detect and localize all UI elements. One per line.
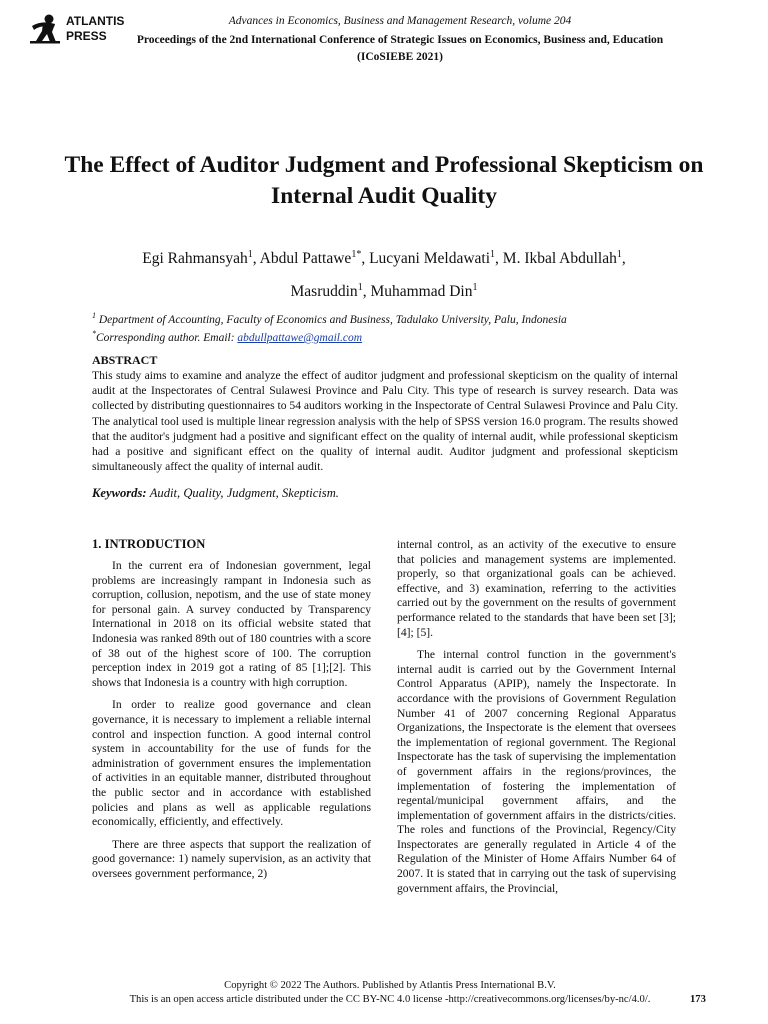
keywords-text: Audit, Quality, Judgment, Skepticism. bbox=[149, 486, 339, 501]
corresponding-label: Corresponding author. Email: bbox=[96, 331, 238, 344]
body-paragraph: In order to realize good governance and clean governance, it is necessary to implement a reliable internal control and inspection function. A good internal control system in accountability for the use of funds for the administration of government ensures the implementation of activities in an equitable manner, distributed throughout the public sector and in accordance with established policies and plans as well as applicable regulations economically, efficiently, and effectively. bbox=[92, 698, 371, 829]
logo-text-press: PRESS bbox=[66, 29, 107, 43]
author-name: M. Ikbal Abdullah bbox=[502, 250, 617, 268]
abstract-heading: ABSTRACT bbox=[92, 353, 158, 367]
proceedings-title: Proceedings of the 2nd International Conference of Strategic Issues on Economics, Business and, Education (ICoSIEBE 2021) bbox=[136, 34, 664, 63]
keywords bbox=[92, 485, 678, 501]
body-paragraph: In the current era of Indonesian government, legal problems are increasingly rampant in Indonesia such as corruption, collusion, nepotism, and the use of state money for personal gain. A survey conducted by Transparency International in 2018 on its official website stated that Indonesia was ranked 89th out of 180 countries with a score of 38 out of the highest score of 100. The corruption perception index in 2019 got a rating of 85 [1];[2]. This shows that Indonesia is a country with high corruption. bbox=[92, 559, 371, 689]
author-affiliation-mark: 1 bbox=[616, 249, 622, 260]
body-column-right bbox=[397, 538, 676, 904]
author-affiliation-mark: 1 bbox=[247, 249, 253, 260]
running-header bbox=[120, 14, 680, 66]
author-name: Lucyani Meldawati bbox=[369, 250, 491, 268]
body-paragraph: internal control, as an activity of the executive to ensure that policies and management systems are implemented. properly, so that organizational goals can be achieved. effective, and 3) examination, referring to the activities carried out by the government on the results of government performance related to the standards that have been set [3]; [4]; [5]. bbox=[397, 538, 676, 639]
author-affiliation-mark: 1 bbox=[357, 282, 363, 294]
series-title: Advances in Economics, Business and Management Research, volume 204 bbox=[228, 15, 572, 27]
author-list: Egi Rahmansyah$^1$, Abdul Pattawe$^{1*}$, Lucyani Meldawati$^1$, M. Ikbal Abdullah$^1$, Masruddin$^1$, Muhammad Din$^1$ bbox=[142, 249, 626, 301]
author-affiliation-mark: 1* bbox=[351, 249, 362, 260]
logo-text-atlantis: ATLANTIS bbox=[66, 14, 125, 28]
atlantis-press-logo bbox=[28, 12, 128, 48]
author-name: Egi Rahmansyah bbox=[142, 250, 248, 268]
abstract-text: This study aims to examine and analyze the effect of auditor judgment and professional skepticism on the quality of internal audit at the Inspectorates of Central Sulawesi Province and Palu City. This type of research is survey research. Data was collected by distributing questionnaires to 54 auditors working in the Inspectorate of Central Sulawesi Province and Palu City. The analytical tool used is multiple linear regression analysis with the help of SPSS version 16.0 program. The results showed that the auditor's judgment had a positive and significant effect on the quality of internal audit, while professional skepticism had a positive and significant effect on the quality of internal audit. Auditor judgment and professional skepticism simultaneously affect the quality of internal audit. bbox=[92, 369, 678, 474]
atlantis-figure-icon bbox=[28, 14, 62, 44]
affiliation-mark: 1 bbox=[92, 311, 96, 320]
paper-title: The Effect of Auditor Judgment and Professional Skepticism on Internal Audit Quality bbox=[64, 152, 704, 209]
affiliation-block bbox=[92, 309, 692, 345]
author-affiliation-mark: 1 bbox=[472, 282, 478, 294]
affiliation-text: Department of Accounting, Faculty of Economics and Business, Tadulako University, Palu, Indonesia bbox=[98, 313, 567, 326]
body-paragraph: The internal control function in the government's internal audit is carried out by the Government Internal Control Apparatus (APIP), namely the Inspectorate. In accordance with the provisions of Government Regulation Number 41 of 2007 concerning Regional Apparatus Organizations, the Inspectorate is the element that oversees the implementation of regional government. The Regional Inspectorate has the task of supervising the implementation of government affairs in the regions/provinces, the implementation of fostering the implementation of regental/municipal government affairs, and the implementation of government affairs in the districts/cities. The roles and functions of the Provincial, Regency/City Inspectorates are generally regulated in Article 4 of the Regulation of the Minister of Home Affairs Number 64 of 2007. It is stated that in carrying out the task of supervising government affairs, the Provincial, bbox=[397, 648, 676, 895]
body-paragraph: There are three aspects that support the realization of good governance: 1) namely supervision, as an activity that oversees government performance, 2) bbox=[92, 837, 371, 880]
corresponding-author-line bbox=[92, 327, 692, 345]
license-line: This is an open access article distributed under the CC BY-NC 4.0 license -http://creativecommons.org/licenses/by-nc/4.0/. bbox=[129, 994, 651, 1005]
body-column-left bbox=[92, 536, 371, 889]
copyright-line: Copyright © 2022 The Authors. Published by Atlantis Press International B.V. bbox=[224, 980, 556, 991]
page-number: 173 bbox=[690, 994, 706, 1005]
corresponding-mark: * bbox=[92, 328, 96, 338]
author-name: Muhammad Din bbox=[370, 283, 473, 301]
email-link[interactable]: abdullpattawe@gmail.com bbox=[237, 331, 363, 344]
page-footer bbox=[40, 979, 740, 1007]
abstract-section bbox=[92, 352, 678, 501]
author-affiliation-mark: 1 bbox=[490, 249, 496, 260]
author-name: Masruddin bbox=[290, 283, 358, 301]
author-name: Abdul Pattawe bbox=[259, 250, 352, 268]
affiliation-line bbox=[92, 309, 692, 327]
section-heading-introduction: 1. INTRODUCTION bbox=[92, 537, 206, 551]
keywords-label: Keywords: bbox=[92, 486, 147, 501]
